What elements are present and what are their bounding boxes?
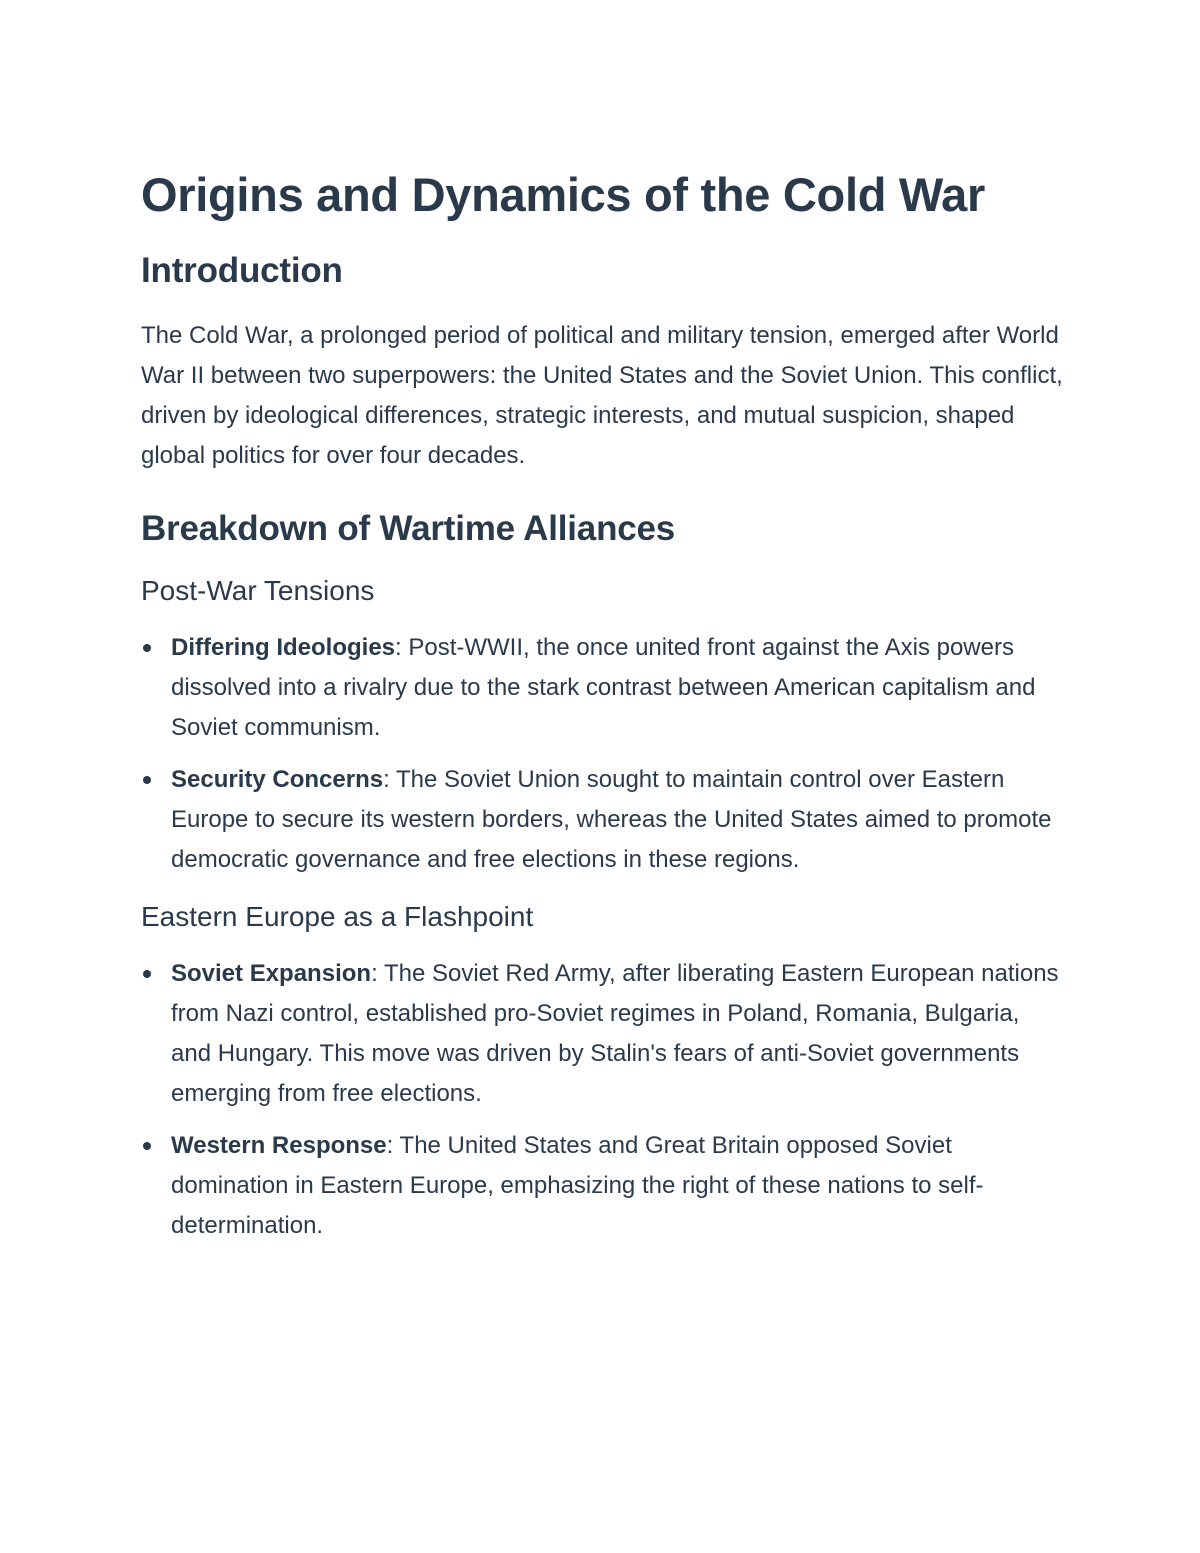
page-title: Origins and Dynamics of the Cold War	[141, 168, 986, 221]
list-item-text: : The United States and Great Britain opposed Soviet domination in Eastern Europe, emphasizing the right of these nations to self-determination.	[171, 1132, 984, 1239]
list-item-text: : The Soviet Union sought to maintain control over Eastern Europe to secure its western borders, whereas the United States aimed to promote democratic governance and free elections in these regions.	[171, 766, 1052, 873]
list-item	[141, 760, 1066, 880]
list-item-term: Security Concerns	[171, 766, 384, 793]
section-heading-introduction: Introduction	[141, 251, 343, 290]
subsection-heading-eastern-europe: Eastern Europe as a Flashpoint	[141, 901, 534, 932]
intro-paragraph: The Cold War, a prolonged period of political and military tension, emerged after World War II between two superpowers: the United States and the Soviet Union. This conflict, driven by ideological differences, strategic interests, and mutual suspicion, shaped global politics for over four decades.	[141, 322, 1063, 469]
bullet-icon	[143, 970, 151, 978]
bullet-icon	[143, 644, 151, 652]
bullet-icon	[143, 776, 151, 784]
list-item-term: Soviet Expansion	[171, 960, 372, 987]
bullet-icon	[143, 1142, 151, 1150]
section-heading-breakdown: Breakdown of Wartime Alliances	[141, 509, 676, 548]
document-page	[141, 165, 1066, 1246]
bullet-list-post-war-tensions	[141, 628, 1066, 880]
list-item-term: Western Response	[171, 1132, 387, 1159]
list-item	[141, 1126, 1066, 1246]
bullet-list-eastern-europe	[141, 954, 1066, 1246]
list-item	[141, 628, 1066, 748]
subsection-heading-post-war-tensions: Post-War Tensions	[141, 575, 375, 606]
list-item-term: Differing Ideologies	[171, 634, 396, 661]
list-item-text: : The Soviet Red Army, after liberating Eastern European nations from Nazi control, established pro-Soviet regimes in Poland, Romania, Bulgaria, and Hungary. This move was driven by Stalin's fears of anti-Soviet governments emerging from free elections.	[171, 960, 1059, 1107]
list-item-text: : Post-WWII, the once united front against the Axis powers dissolved into a rivalry due to the stark contrast between American capitalism and Soviet communism.	[171, 634, 1036, 741]
list-item	[141, 954, 1066, 1114]
